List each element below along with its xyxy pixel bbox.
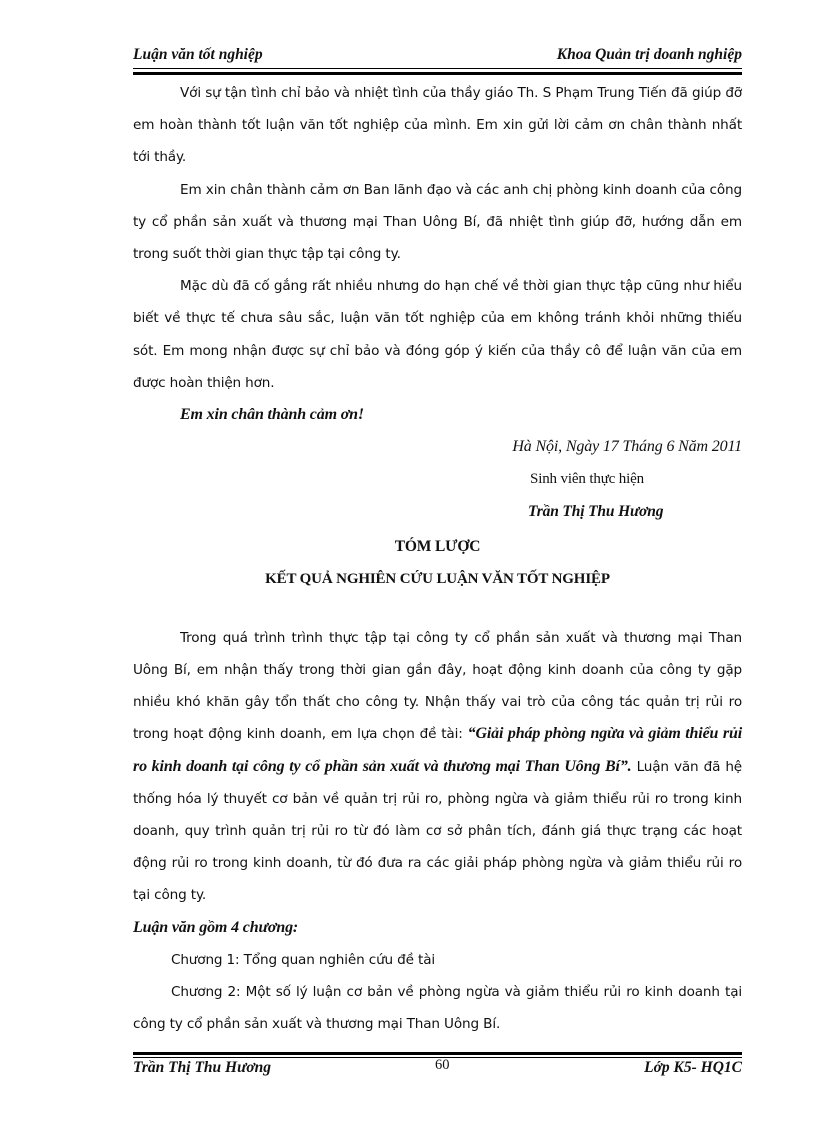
summary-intro-continued: Luận văn đã hệ thống hóa lý thuyết cơ bản về quản trị rủi ro, phòng ngừa và giảm thiểu rủi ro trong kinh doanh, quy trình quản trị rủi ro từ đó làm cơ sở phân tích, đánh giá thực trạng các hoạt động rủi ro trong kinh doanh, từ đó đưa ra các giải pháp phòng ngừa và giảm thiểu rủi ro tại công ty. (133, 758, 743, 904)
header-left-text: Luận văn tốt nghiệp (133, 46, 263, 63)
page-footer (133, 1059, 742, 1081)
footer-class: Lớp K5- HQ1C (644, 1059, 742, 1076)
chapter-2: Chương 2: Một số lý luận cơ bản về phòng ngừa và giảm thiểu rủi ro kinh doanh tại công ty cổ phần sản xuất và thương mại Than Uông Bí. (133, 984, 742, 1033)
footer-author: Trần Thị Thu Hương (133, 1059, 272, 1076)
thanks-paragraph-3: Mặc dù đã cố gắng rất nhiều nhưng do hạn chế về thời gian thực tập cũng như hiểu biết về thực tế chưa sâu sắc, luận văn tốt nghiệp của em không tránh khỏi những thiếu sót. Em mong nhận được sự chỉ bảo và đóng góp ý kiến của thầy cô để luận văn của em được hoàn thiện hơn. (133, 278, 742, 391)
page-number: 60 (435, 1057, 450, 1073)
footer-rule-thick (133, 1052, 742, 1055)
signature-role: Sinh viên thực hiện (530, 471, 645, 488)
summary-title: TÓM LƯỢC (394, 537, 481, 555)
header-rule-thin (133, 68, 742, 69)
thanks-paragraph-2: Em xin chân thành cảm ơn Ban lãnh đạo và các anh chị phòng kinh doanh của công ty cổ phần sản xuất và thương mại Than Uông Bí, đã nhiệt tình giúp đỡ, hướng dẫn em trong suốt thời gian thực tập tại công ty. (133, 181, 742, 263)
header-rule-thick (133, 72, 742, 75)
summary-topic: “Giải pháp phòng ngừa và giảm thiểu rủi ro kinh doanh tại công ty cổ phần sản xuất và thương mại Than Uông Bí”. (133, 725, 742, 775)
page-body (133, 77, 742, 1040)
thanks-paragraph-1: Với sự tận tình chỉ bảo và nhiệt tình của thầy giáo Th. S Phạm Trung Tiến đã giúp đỡ em hoàn thành tốt luận văn tốt nghiệp của mình. Em xin gửi lời cảm ơn chân thành nhất tới thầy. (133, 85, 742, 166)
signature-name: Trần Thị Thu Hương (528, 502, 664, 520)
chapters-heading: Luận văn gồm 4 chương: (133, 918, 299, 936)
header-right-text: Khoa Quản trị doanh nghiệp (556, 46, 742, 63)
summary-paragraph (133, 622, 742, 912)
summary-intro: Trong quá trình trình thực tập tại công ty cổ phần sản xuất và thương mại Than Uông Bí, em nhận thấy trong thời gian gần đây, hoạt động kinh doanh của công ty gặp nhiều khó khăn gây tổn thất cho công ty. Nhận thấy vai trò của công tác quản trị rủi ro trong hoạt động kinh doanh, em lựa chọn đề tài: (133, 629, 742, 743)
page-header (133, 46, 742, 68)
thanks-closing: Em xin chân thành cảm ơn! (180, 406, 365, 424)
signature-date: Hà Nội, Ngày 17 Tháng 6 Năm 2011 (512, 438, 742, 456)
chapter-1: Chương 1: Tổng quan nghiên cứu đề tài (171, 951, 436, 968)
summary-subtitle: KẾT QUẢ NGHIÊN CỨU LUẬN VĂN TỐT NGHIỆP (265, 570, 610, 587)
